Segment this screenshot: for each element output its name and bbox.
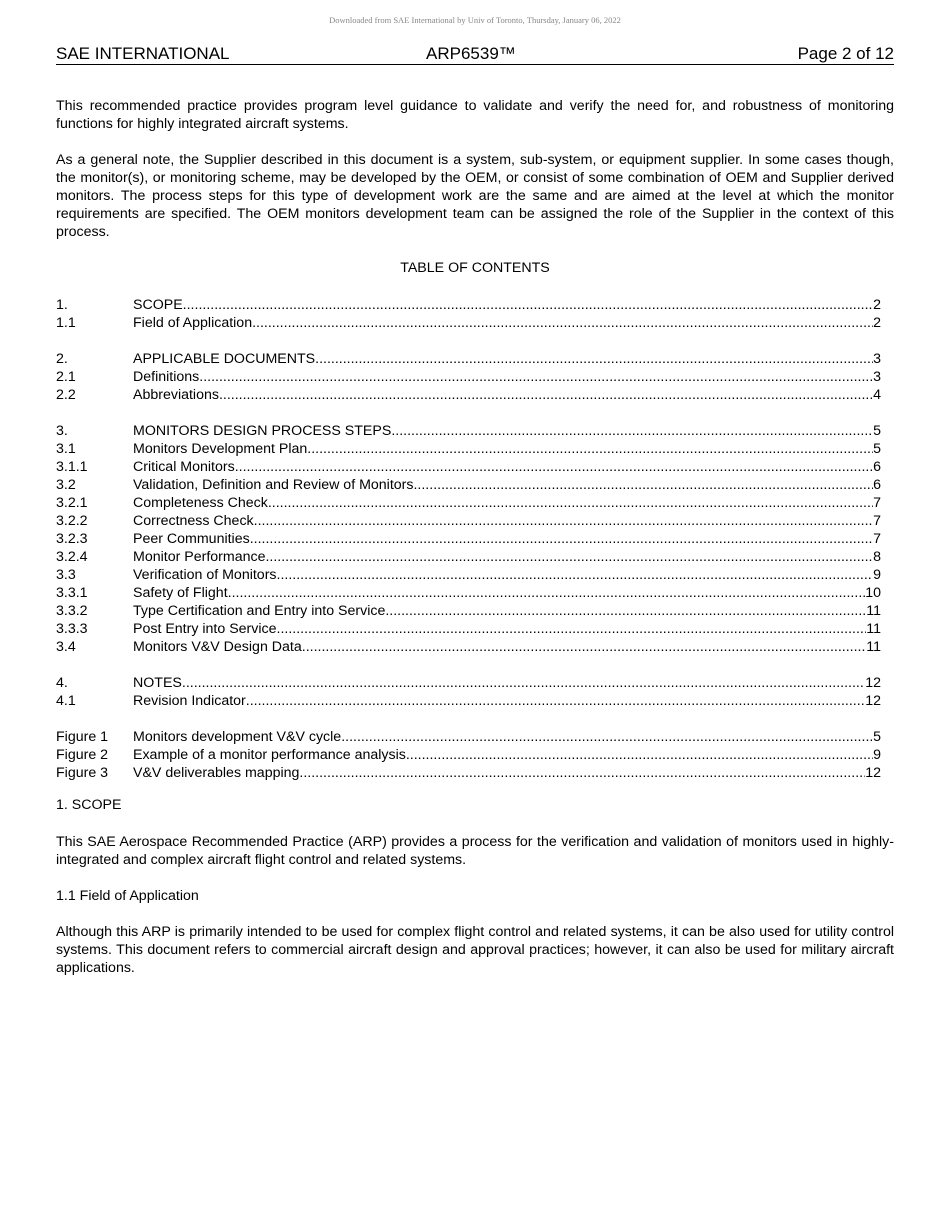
- toc-number: 3.1.1: [56, 459, 88, 475]
- toc-entry[interactable]: [56, 584, 881, 602]
- toc-leader-dots: [391, 422, 873, 440]
- toc-leader-dots: [413, 476, 873, 494]
- toc-page-number: 9: [873, 567, 881, 583]
- toc-number: 3.2.2: [56, 513, 88, 529]
- section-1-1-heading: 1.1 Field of Application: [56, 888, 199, 904]
- page-header: [56, 44, 894, 65]
- toc-entry[interactable]: [56, 422, 881, 440]
- toc-leader-dots: [265, 548, 873, 566]
- toc-page-number: 2: [873, 315, 881, 331]
- toc-page-number: 9: [873, 747, 881, 763]
- toc-title-text: Revision Indicator: [133, 693, 246, 709]
- toc-entry[interactable]: [56, 368, 881, 386]
- toc-leader-dots: [235, 458, 873, 476]
- toc-title-text: Peer Communities: [133, 531, 250, 547]
- header-org: SAE INTERNATIONAL: [56, 44, 230, 63]
- toc-number: 3.2: [56, 477, 76, 493]
- toc-page-number: 5: [873, 729, 881, 745]
- toc-leader-dots: [246, 692, 865, 710]
- toc-leader-dots: [341, 728, 873, 746]
- toc-entry[interactable]: [56, 296, 881, 314]
- toc-title-text: Verification of Monitors: [133, 567, 277, 583]
- toc-number: 3.3.2: [56, 603, 88, 619]
- toc-page-number: 3: [873, 351, 881, 367]
- paragraph: As a general note, the Supplier described in this document is a system, sub-system, or equipment supplier. In some cases though, the monitor(s), or monitoring scheme, may be developed by the OEM, or consist of some combination of OEM and Supplier derived monitors. The process steps for this type of development work are the same and are aimed at the level at which the monitor requirements are specified. The OEM monitors development team can be assigned the role of the Supplier in the context of this process.: [56, 152, 894, 240]
- toc-leader-dots: [228, 584, 866, 602]
- toc-title-text: V&V deliverables mapping: [133, 765, 300, 781]
- toc-number: 4.1: [56, 693, 76, 709]
- download-watermark: Downloaded from SAE International by Univ of Toronto, Thursday, January 06, 2022: [329, 15, 621, 25]
- toc-number: 1.1: [56, 315, 76, 331]
- toc-page-number: 2: [873, 297, 881, 313]
- toc-number: 1.: [56, 297, 68, 313]
- section-1-1-body: [56, 923, 894, 977]
- paragraph: Although this ARP is primarily intended to be used for complex flight control and related systems, it can be also used for utility control systems. This document refers to commercial aircraft design and approval practices; however, it can also be used for military aircraft applications.: [56, 924, 894, 976]
- toc-page-number: 12: [865, 765, 881, 781]
- toc-number: 3.2.1: [56, 495, 88, 511]
- toc-entry[interactable]: [56, 512, 881, 530]
- toc-number: 2.2: [56, 387, 76, 403]
- toc-page-number: 6: [873, 459, 881, 475]
- toc-leader-dots: [250, 530, 873, 548]
- toc-spacer: [56, 710, 894, 728]
- toc-entry[interactable]: [56, 674, 881, 692]
- paragraph: This SAE Aerospace Recommended Practice (ARP) provides a process for the verification and validation of monitors used in highly-integrated and complex aircraft flight control and related systems.: [56, 834, 894, 868]
- toc-entry[interactable]: [56, 548, 881, 566]
- toc-title-text: APPLICABLE DOCUMENTS: [133, 351, 316, 367]
- toc-title-text: Correctness Check: [133, 513, 254, 529]
- toc-number: 2.: [56, 351, 68, 367]
- toc-spacer: [56, 656, 894, 674]
- toc-title-text: Monitors development V&V cycle: [133, 729, 342, 745]
- toc-entry[interactable]: [56, 602, 881, 620]
- toc-entry[interactable]: [56, 476, 881, 494]
- toc-title-text: Critical Monitors: [133, 459, 235, 475]
- toc-title-text: Post Entry into Service: [133, 621, 277, 637]
- toc-entry[interactable]: [56, 620, 881, 638]
- toc-entry[interactable]: [56, 692, 881, 710]
- toc-leader-dots: [277, 566, 874, 584]
- toc-leader-dots: [406, 746, 873, 764]
- toc-page-number: 11: [866, 621, 881, 637]
- toc-title-text: Safety of Flight: [133, 585, 228, 601]
- table-of-contents: [56, 296, 894, 782]
- toc-leader-dots: [299, 764, 865, 782]
- toc-entry[interactable]: [56, 566, 881, 584]
- toc-leader-dots: [385, 602, 866, 620]
- toc-title-text: Abbreviations: [133, 387, 219, 403]
- toc-title: TABLE OF CONTENTS: [400, 260, 550, 276]
- toc-page-number: 4: [873, 387, 881, 403]
- toc-leader-dots: [182, 674, 865, 692]
- toc-page-number: 12: [865, 693, 881, 709]
- toc-title-text: Validation, Definition and Review of Monitors: [133, 477, 414, 493]
- toc-entry[interactable]: [56, 458, 881, 476]
- toc-page-number: 10: [865, 585, 881, 601]
- section-1-heading: 1. SCOPE: [56, 797, 122, 813]
- toc-leader-dots: [277, 620, 867, 638]
- toc-entry[interactable]: [56, 638, 881, 656]
- toc-title-text: Monitors Development Plan: [133, 441, 308, 457]
- toc-leader-dots: [252, 314, 873, 332]
- toc-title-text: Monitor Performance: [133, 549, 266, 565]
- toc-title-text: NOTES: [133, 675, 182, 691]
- toc-entry[interactable]: [56, 530, 881, 548]
- toc-number: Figure 3: [56, 765, 109, 781]
- toc-number: 3.2.3: [56, 531, 88, 547]
- toc-number: Figure 2: [56, 747, 109, 763]
- toc-title-text: SCOPE: [133, 297, 183, 313]
- toc-entry[interactable]: [56, 350, 881, 368]
- toc-number: 3.2.4: [56, 549, 88, 565]
- toc-entry[interactable]: [56, 314, 881, 332]
- toc-page-number: 6: [873, 477, 881, 493]
- toc-entry[interactable]: [56, 386, 881, 404]
- toc-page-number: 12: [865, 675, 881, 691]
- toc-leader-dots: [183, 296, 873, 314]
- toc-entry[interactable]: [56, 728, 881, 746]
- toc-leader-dots: [199, 368, 873, 386]
- toc-page-number: 11: [866, 639, 881, 655]
- toc-number: 2.1: [56, 369, 76, 385]
- toc-title-text: Field of Application: [133, 315, 253, 331]
- toc-title-text: Definitions: [133, 369, 200, 385]
- header-doc-id: ARP6539™: [426, 44, 516, 63]
- toc-number: Figure 1: [56, 729, 109, 745]
- toc-number: 4.: [56, 675, 68, 691]
- toc-entry[interactable]: [56, 494, 881, 512]
- toc-number: 3.3.1: [56, 585, 88, 601]
- toc-page-number: 3: [873, 369, 881, 385]
- toc-entry[interactable]: [56, 440, 881, 458]
- toc-title-text: MONITORS DESIGN PROCESS STEPS: [133, 423, 392, 439]
- toc-leader-dots: [315, 350, 873, 368]
- toc-page-number: 7: [873, 531, 881, 547]
- toc-page-number: 5: [873, 441, 881, 457]
- toc-title-text: Monitors V&V Design Data: [133, 639, 302, 655]
- toc-entry[interactable]: [56, 764, 881, 782]
- toc-number: 3.4: [56, 639, 76, 655]
- toc-number: 3.: [56, 423, 68, 439]
- toc-page-number: 5: [873, 423, 881, 439]
- toc-page-number: 7: [873, 495, 881, 511]
- toc-title-text: Completeness Check: [133, 495, 268, 511]
- toc-page-number: 7: [873, 513, 881, 529]
- intro-paragraph-1: [56, 97, 894, 133]
- toc-title-text: Type Certification and Entry into Service: [133, 603, 386, 619]
- section-1-body: [56, 833, 894, 869]
- toc-leader-dots: [307, 440, 873, 458]
- toc-title-text: Example of a monitor performance analysis: [133, 747, 406, 763]
- toc-spacer: [56, 404, 894, 422]
- toc-leader-dots: [254, 512, 873, 530]
- toc-leader-dots: [302, 638, 867, 656]
- toc-leader-dots: [219, 386, 873, 404]
- toc-number: 3.3.3: [56, 621, 88, 637]
- paragraph: This recommended practice provides program level guidance to validate and verify the need for, and robustness of monitoring functions for highly integrated aircraft systems.: [56, 98, 894, 132]
- toc-number: 3.3: [56, 567, 76, 583]
- toc-number: 3.1: [56, 441, 76, 457]
- toc-page-number: 11: [866, 603, 881, 619]
- intro-paragraph-2: [56, 151, 894, 241]
- toc-leader-dots: [268, 494, 873, 512]
- toc-entry[interactable]: [56, 746, 881, 764]
- toc-spacer: [56, 332, 894, 350]
- header-page-number: Page 2 of 12: [797, 44, 894, 63]
- toc-page-number: 8: [873, 549, 881, 565]
